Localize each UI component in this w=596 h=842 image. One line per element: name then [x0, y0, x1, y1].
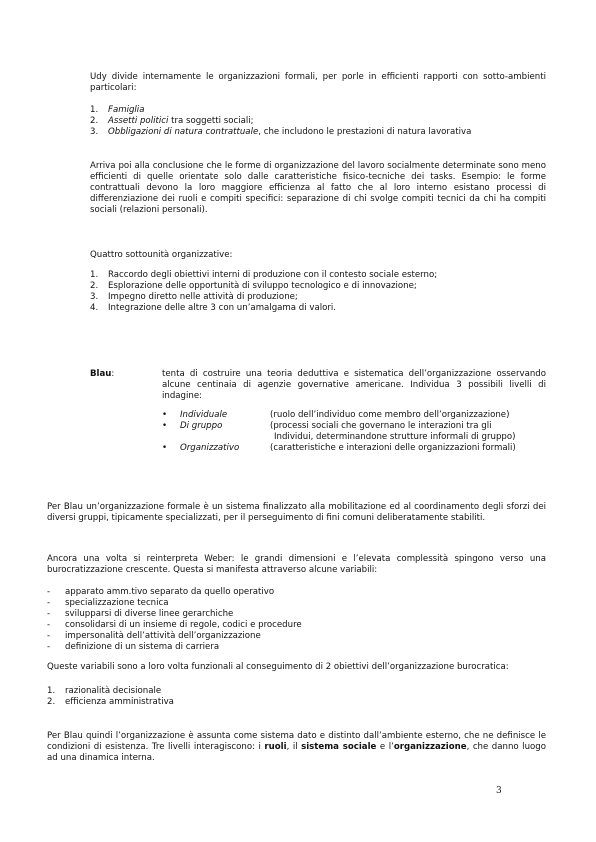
final-paragraph	[47, 731, 546, 764]
final-text: , il	[286, 742, 302, 752]
dash-icon: -	[47, 598, 51, 608]
list-item	[90, 127, 546, 138]
list-item	[47, 609, 546, 620]
final-text: , che danno luogo ad una dinamica interna.	[47, 742, 546, 763]
list-text: impersonalità dell’attività dell’organizzazione	[65, 631, 261, 641]
dash-icon: -	[47, 620, 51, 630]
dash-icon: -	[47, 587, 51, 597]
list-emphasis: Obbligazioni di natura contrattuale	[108, 127, 259, 137]
list-item	[47, 598, 546, 609]
list-text: razionalità decisionale	[65, 686, 162, 696]
level-desc: (ruolo dell’individuo come membro dell’organizzazione)	[270, 410, 510, 420]
objectives-list	[47, 686, 546, 708]
keyword-social-system: sistema sociale	[301, 742, 377, 752]
level-name: Organizzativo	[180, 443, 240, 453]
bullet-icon: •	[162, 410, 168, 420]
bullet-icon: •	[162, 443, 168, 453]
level-desc: (caratteristiche e interazioni delle organizzazioni formali)	[270, 443, 516, 453]
udy-conclusion: Arriva poi alla conclusione che le forme di organizzazione del lavoro socialmente determinate sono meno efficienti di quelle orientate solo dalle caratteristiche fisico-tecniche dei tasks. Esempio: le forme contrattuali devono la loro maggiore efficienza al fatto che al loro interno esistano processi di differenziazione dei ruoli e compiti specifici: separazione di chi svolge compiti tecnici da chi ha compiti sociali (relazioni personali).	[90, 161, 546, 215]
list-item	[90, 116, 546, 127]
blau-levels	[162, 410, 546, 454]
list-number: 2.	[90, 281, 99, 291]
list-text: efficienza amministrativa	[65, 697, 174, 707]
blau-colon: :	[111, 369, 115, 379]
list-emphasis: Assetti politici	[108, 116, 169, 126]
page-number: 3	[496, 786, 502, 796]
list-number: 2.	[47, 697, 56, 707]
list-item	[47, 697, 546, 708]
final-text: Per Blau quindi l’organizzazione è assunta come sistema dato e distinto dall’ambiente esterno, che ne definisce le condizioni di esistenza. Tre livelli interagiscono: i	[47, 731, 546, 752]
level-desc: (processi sociali che governano le interazioni tra gli	[270, 421, 492, 431]
list-number: 3.	[90, 292, 99, 302]
udy-intro: Udy divide internamente le organizzazioni formali, per porle in efficienti rapporti con sotto-ambienti particolari:	[90, 72, 546, 93]
list-text: specializzazione tecnica	[65, 598, 169, 608]
list-text: Esplorazione delle opportunità di sviluppo tecnologico e di innovazione;	[108, 281, 417, 291]
level-item-continuation	[162, 432, 546, 443]
list-emphasis: Famiglia	[108, 105, 145, 115]
level-item	[162, 443, 546, 454]
list-number: 1.	[47, 686, 56, 696]
udy-list	[90, 105, 546, 138]
list-item	[47, 620, 546, 631]
dash-icon: -	[47, 631, 51, 641]
list-text: , che includono le prestazioni di natura lavorativa	[258, 127, 472, 137]
list-item	[47, 631, 546, 642]
blau-description: tenta di costruire una teoria deduttiva e sistematica dell’organizzazione osservando alcune centinaia di agenzie governative americane. Individua 3 possibili livelli di indagine:	[162, 369, 546, 401]
blau-name: Blau	[90, 369, 112, 379]
list-text: svilupparsi di diverse linee gerarchiche	[65, 609, 234, 619]
list-number: 1.	[90, 270, 99, 280]
list-text: definizione di un sistema di carriera	[65, 642, 220, 652]
subunits-list	[90, 270, 546, 314]
list-item	[90, 292, 546, 303]
variables-list	[47, 587, 546, 653]
list-item	[47, 686, 546, 697]
list-item	[90, 281, 546, 292]
list-text: Integrazione delle altre 3 con un’amalgama di valori.	[108, 303, 337, 313]
bullet-icon: •	[162, 421, 168, 431]
level-desc: Individui, determinandone strutture informali di gruppo)	[274, 432, 516, 442]
blau-definition: Per Blau un’organizzazione formale è un sistema finalizzato alla mobilitazione ed al coordinamento degli sforzi dei diversi gruppi, tipicamente specializzati, per il perseguimento di fini comuni deliberatamente stabiliti.	[47, 502, 546, 523]
list-item	[90, 270, 546, 281]
subunits-title: Quattro sottounità organizzative:	[90, 250, 233, 260]
level-item	[162, 410, 546, 421]
blau-label	[90, 369, 114, 380]
final-text: e l’	[376, 742, 394, 752]
dash-icon: -	[47, 642, 51, 652]
list-text: Raccordo degli obiettivi interni di produzione con il contesto sociale esterno;	[108, 270, 438, 280]
level-name: Di gruppo	[180, 421, 223, 431]
list-number: 4.	[90, 303, 99, 313]
dash-icon: -	[47, 609, 51, 619]
level-name: Individuale	[180, 410, 228, 420]
list-number: 2.	[90, 116, 99, 126]
weber-paragraph: Ancora una volta si reinterpreta Weber: le grandi dimensioni e l’elevata complessità spingono verso una burocratizzazione crescente. Questa si manifesta attraverso alcune variabili:	[47, 554, 546, 575]
list-text: consolidarsi di un insieme di regole, codici e procedure	[65, 620, 302, 630]
list-text: apparato amm.tivo separato da quello operativo	[65, 587, 275, 597]
keyword-organization: organizzazione	[393, 742, 467, 752]
list-text: tra soggetti sociali;	[168, 116, 254, 126]
list-number: 3.	[90, 127, 99, 137]
list-text: Impegno diretto nelle attività di produzione;	[108, 292, 298, 302]
functional-paragraph: Queste variabili sono a loro volta funzionali al conseguimento di 2 obiettivi dell’organizzazione burocratica:	[47, 662, 509, 672]
list-item	[47, 587, 546, 598]
list-item	[90, 303, 546, 314]
list-item	[47, 642, 546, 653]
list-item	[90, 105, 546, 116]
keyword-roles: ruoli	[264, 742, 287, 752]
list-number: 1.	[90, 105, 99, 115]
level-item	[162, 421, 546, 432]
